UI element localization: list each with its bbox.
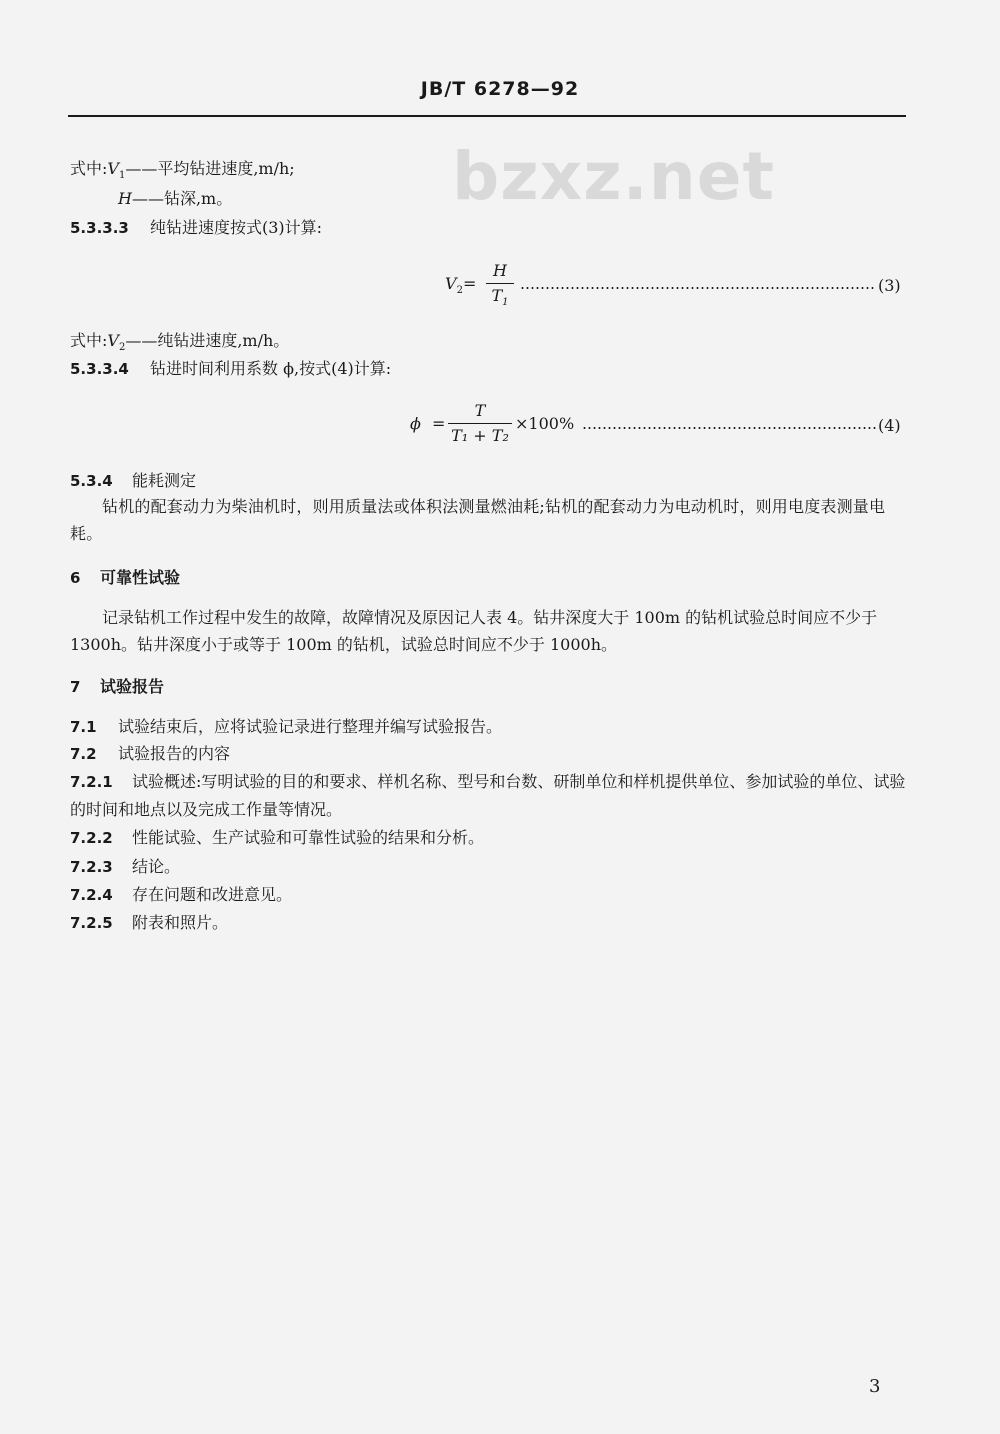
section-7-heading: 7 试验报告 <box>70 677 165 696</box>
item-7-2-4: 7.2.4 存在问题和改进意见。 <box>70 885 293 904</box>
standard-code: JB/T 6278—92 <box>420 78 580 100</box>
item-7-2-1: 7.2.1 试验概述:写明试验的目的和要求、样机名称、型号和台数、研制单位和样机提供单位、参加试验的单位、试验的时间和地点以及完成工作量等情况。 <box>70 772 906 819</box>
equation-4-times: ×100% <box>515 414 575 433</box>
equation-4-number: (4) <box>878 416 901 435</box>
item-7-1: 7.1 试验结束后，应将试验记录进行整理并编写试验报告。 <box>70 717 503 736</box>
equation-4-lhs: ϕ = <box>410 414 446 433</box>
section-5334: 5.3.3.4 钻进时间利用系数 ϕ,按式(4)计算: <box>70 359 392 378</box>
equation-3-fraction: H $T_1$ <box>486 262 514 312</box>
header-rule <box>68 115 906 117</box>
item-7-2-3: 7.2.3 结论。 <box>70 857 181 876</box>
equation-4-fraction: T T₁ + T₂ <box>448 402 512 445</box>
where-v2: 式中$:V_2——$纯钻进速度,m/h。 <box>70 331 290 354</box>
watermark: bzxz.net <box>452 138 776 215</box>
section-6-paragraph: 记录钻机工作过程中发生的故障，故障情况及原因记人表 4。钻井深度大于 100m 的钻机试验总时间应不少于 1300h。钻井深度小于或等于 100m 的钻机，试验总时间应不少于 1000h。 <box>70 608 878 654</box>
where-v1: 式中$:V_1——$平均钻进速度,m/h; <box>70 159 295 182</box>
section-534-heading: 5.3.4 能耗测定 <box>70 471 197 490</box>
page-number: 3 <box>869 1376 881 1397</box>
item-7-2-5: 7.2.5 附表和照片。 <box>70 913 229 932</box>
section-6-heading: 6 可靠性试验 <box>70 568 181 587</box>
section-534-paragraph: 钻机的配套动力为柴油机时，则用质量法或体积法测量燃油耗;钻机的配套动力为电动机时，则用电度表测量电耗。 <box>70 497 886 543</box>
section-5333: 5.3.3.3 纯钻进速度按式(3)计算: <box>70 218 323 237</box>
leader-dots <box>520 287 876 289</box>
equation-3-lhs: $V_2=$ <box>445 274 477 297</box>
equation-3-number: (3) <box>878 276 901 295</box>
item-7-2-2: 7.2.2 性能试验、生产试验和可靠性试验的结果和分析。 <box>70 828 485 847</box>
where-h: H——钻深,m。 <box>118 189 233 208</box>
leader-dots <box>582 427 876 429</box>
item-7-2: 7.2 试验报告的内容 <box>70 744 231 763</box>
